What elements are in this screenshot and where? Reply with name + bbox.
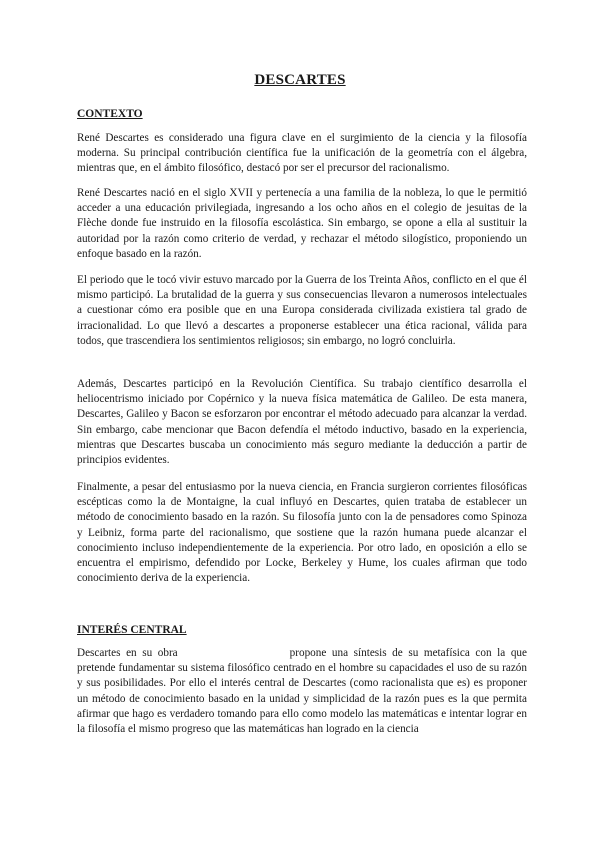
paragraph-2: René Descartes nació en el siglo XVII y pertenecía a una familia de la nobleza, lo que le permitió acceder a una educación privilegiada, ingresando a los ocho años en el colegio de jesuitas de la Flèche donde fue instruido en la filosofía escolástica. Sin embargo, se opone a ella al sustituir la autoridad por la razón como criterio de verdad, y rechazar el método silogístico, proponiendo un enfoque basado en la razón. <box>77 187 527 260</box>
paragraph-6-start: Descartes en su obra <box>77 647 178 659</box>
paragraph-4: Además, Descartes participó en la Revolución Científica. Su trabajo científico desarrolla el heliocentrismo iniciado por Copérnico y la nueva física matemática de Galileo. De esta manera, Descartes, Galileo y Bacon se esforzaron por encontrar el método adecuado para alcanzar la verdad. Sin embargo, cabe mencionar que Bacon defendía el método inductivo, basado en la experiencia, mientras que Descartes buscaba un conocimiento más seguro mediante la deducción a partir de principios evidentes. <box>77 378 527 467</box>
paragraph-6 <box>77 646 527 737</box>
paragraph-1: René Descartes es considerado una figura clave en el surgimiento de la ciencia y la filosofía moderna. Su principal contribución científica fue la unificación de la geometría con el álgebra, mientras que, en el ámbito filosófico, destacó por ser el precursor del racionalismo. <box>77 132 527 175</box>
section-heading-contexto: CONTEXTO <box>77 108 143 120</box>
paragraph-3: El periodo que le tocó vivir estuvo marcado por la Guerra de los Treinta Años, conflicto en el que él mismo participó. La brutalidad de la guerra y sus consecuencias llevaron a numerosos intelectuales a cuestionar cómo era posible que en una Europa considerada civilizada existiera tal grado de irracionalidad. Lo que llevó a descartes a proponerse establecer una ética racional, válida para todos, que trascendiera los sentimientos religiosos; sin embargo, no logró concluirla. <box>77 274 527 347</box>
paragraph-6-rest: propone una síntesis de su metafísica con la que pretende fundamentar su sistema filosófico centrado en el hombre su capacidades el uso de su razón y sus posibilidades. Por ello el interés central de Descartes (como racionalista que es) es proponer un método de conocimiento basado en la unidad y simplicidad de la razón pues es la que permita afirmar que hago es verdadero tomando para ello como modelo las matemáticas e intentar lograr en la filosofía el mismo progreso que las matemáticas han logrado en la ciencia <box>77 647 527 736</box>
section-heading-interes-central: INTERÉS CENTRAL <box>77 624 187 636</box>
document-title: DESCARTES <box>254 72 346 88</box>
paragraph-5: Finalmente, a pesar del entusiasmo por la nueva ciencia, en Francia surgieron corrientes filosóficas escépticas como la de Montaigne, la cual influyó en Descartes, quien trataba de establecer un método de conocimiento basado en la razón. Su filosofía junto con la de pensadores como Spinoza y Leibniz, forma parte del racionalismo, que sostiene que la razón humana puede alcanzar el conocimiento incluso independientemente de la experiencia. Por otro lado, en oposición a ello se encuentra el empirismo, defendido por Locke, Berkeley y Hume, los cuales afirman que todo conocimiento deriva de la experiencia. <box>77 481 527 585</box>
